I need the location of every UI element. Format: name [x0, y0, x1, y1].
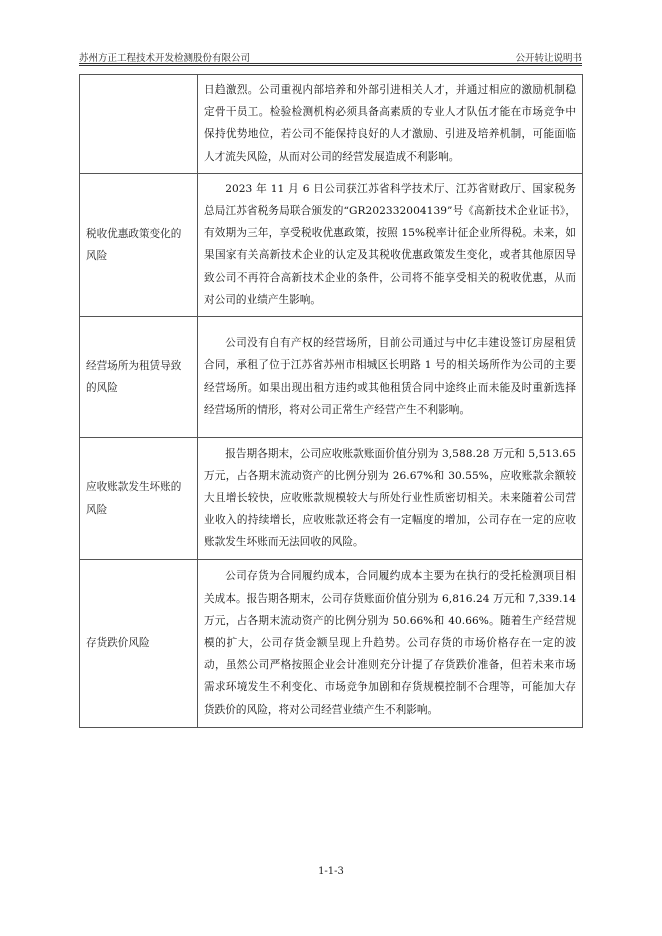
page-number: 1-1-3: [318, 866, 344, 877]
table-row: [80, 317, 583, 438]
risk-description: 公司没有自有产权的经营场所，目前公司通过与中亿丰建设签订房屋租赁合同，承租了位于江苏省苏州市相城区长明路 1 号的相关场所作为公司的主要经营场所。如果出现出租方违约或其他租赁合同中途终止而未能及时重新选择经营场所的情形，将对公司正常生产经营产生不利影响。: [204, 337, 576, 416]
table-row: [80, 173, 583, 316]
table-row: [80, 438, 583, 560]
risk-name-cell: [80, 75, 198, 174]
risk-description-cell: [198, 173, 583, 316]
risk-table: [79, 74, 583, 728]
risk-description: 报告期各期末，公司应收账款账面价值分别为 3,588.28 万元和 5,513.65 万元，占各期末流动资产的比例分别为 26.67%和 30.55%，应收账款余额较大且增长较快，应收账款规模较大与所处行业性质密切相关。未来随着公司营业收入的持续增长，应收账款还将会有一定幅度的增加，公司存在一定的应收账款发生坏账而无法回收的风险。: [204, 447, 576, 549]
risk-description: 2023 年 11 月 6 日公司获江苏省科学技术厅、江苏省财政厅、国家税务总局江苏省税务局联合颁发的“GR202332004139”号《高新技术企业证书》，有效期为三年，享受税收优惠政策，按照 15%税率计征企业所得税。未来，如果国家有关高新技术企业的认定及其税收优惠政策发生变化，或者其他原因导致公司不再符合高新技术企业的条件，公司将不能享受相关的税收优惠，从而对公司的业绩产生影响。: [204, 182, 576, 306]
risk-name-cell: 税收优惠政策变化的风险: [80, 173, 198, 316]
risk-description-cell: [198, 75, 583, 174]
risk-name-cell: 经营场所为租赁导致的风险: [80, 317, 198, 438]
company-name: 苏州方正工程技术开发检测股份有限公司: [79, 53, 251, 64]
risk-description-cell: [198, 560, 583, 728]
table-row: [80, 560, 583, 728]
risk-name-cell: 存货跌价风险: [80, 560, 198, 728]
risk-description-cell: [198, 317, 583, 438]
page-header: [79, 46, 582, 66]
document-title: 公开转让说明书: [515, 53, 582, 64]
table-row: [80, 75, 583, 174]
risk-description: 日趋激烈。公司重视内部培养和外部引进相关人才，并通过相应的激励机制稳定骨干员工。检验检测机构必须具备高素质的专业人才队伍才能在市场竞争中保持优势地位，若公司不能保持良好的人才激励、引进及培养机制，可能面临人才流失风险，从而对公司的经营发展造成不利影响。: [204, 84, 576, 163]
risk-description-cell: [198, 438, 583, 560]
risk-description: 公司存货为合同履约成本，合同履约成本主要为在执行的受托检测项目相关成本。报告期各期末，公司存货账面价值分别为 6,816.24 万元和 7,339.14 万元，占各期末流动资产的比例分别为 50.66%和 40.66%。随着生产经营规模的扩大，公司存货金额呈现上升趋势。公司存货的市场价格存在一定的波动，虽然公司严格按照企业会计准则充分计提了存货跌价准备，但若未来市场需求环境发生不利变化、市场竞争加剧和存货规模控制不合理等，可能加大存货跌价的风险，将对公司经营业绩产生不利影响。: [204, 570, 576, 716]
risk-name-cell: 应收账款发生坏账的风险: [80, 438, 198, 560]
header-rule: [79, 63, 582, 66]
